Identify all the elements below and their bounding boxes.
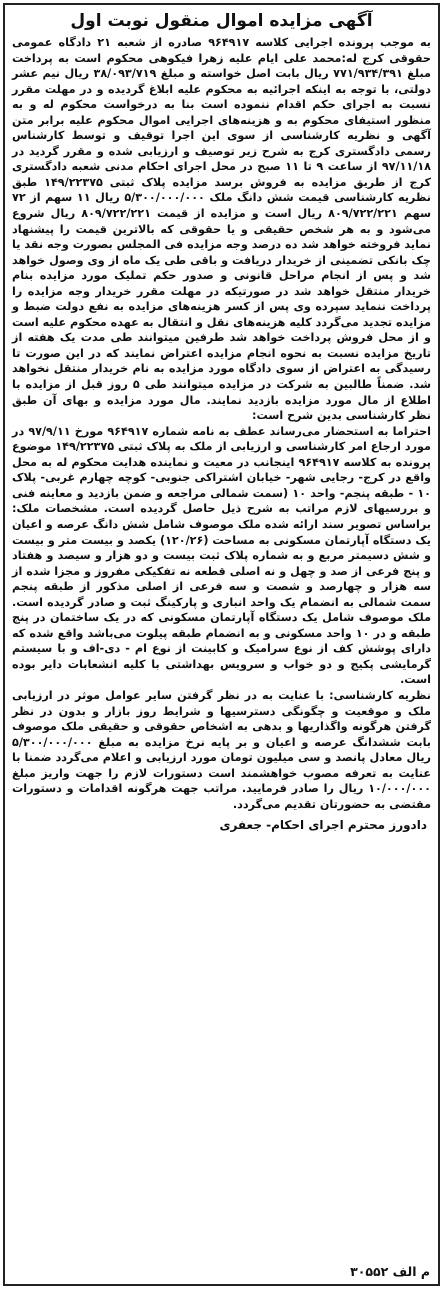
notice-paragraph: احتراما به استحضار می‌رساند عطف به نامه شماره ۹۶۴۹۱۷ مورخ ۹۷/۹/۱۱ در مورد ارجاع امر کارشناسی و ارزیابی از ملک به پلاک ثبتی ۱۴۹/۲۲۳۷۵ موضوع پرونده به کلاسه ۹۶۴۹۱۷ اینجانب در معیت و نماینده هدایت محکوم له به محل واقع در کرج- رجایی شهر- خیابان اشتراکی جنوبی- کوچه چهارم غربی- پلاک ۱۰ - طبقه پنجم- واحد ۱۰ (سمت شمالی مراجعه و ضمن بازدید و معاینه فنی و بررسیهای لازم مراتب به شرح ذیل حاصل گردیده است. مشخصات ملک: براساس تصویر سند ارائه شده ملک موصوف شامل شش دانگ عرصه و اعیان یک دستگاه آپارتمان مسکونی به مساحت (۱۲۰/۲۶) یکصد و بیست متر و بیست و شش دسیمتر مربع و به شماره پلاک ثبت بیست و دو هزار و سیصد و هفتاد و پنج فرعی از صد و چهل و نه اصلی قطعه نه تفکیکی مفروز و مجزا شده از سه هزار و چهارصد و شصت و سه فرعی از اصلی مذکور از طبقه پنجم سمت شمالی به انضمام یک واحد انباری و پارکینگ ثبت و صادر گردیده است. ملک موصوف شامل یک دستگاه آپارتمان مسکونی که در یک ساختمان در پنج طبقه و در ۱۰ واحد مسکونی و به انضمام طبقه پیلوت می‌باشد واقع شده که دارای پوشش کف از نوع سرامیک و کابینت از نوع ام - دی-اف و با سیستم گرمایشی پکیج و دو خواب و سرویس بهداشتی با کلیه انشعابات دایر بوده است. [12, 424, 432, 687]
notice-paragraph: نظریه کارشناسی: با عنایت به در نظر گرفتن سایر عوامل موثر در ارزیابی ملک و موقعیت و چگونگی دسترسیها و شرایط روز بازار و بدون در نظر گرفتن هرگونه واگذاریها و بدهی به اشخاص حقوقی و حقیقی ملک موصوف بابت ششدانگ عرصه و اعیان و بر پایه نرخ مزایده به مبلغ ۵/۳۰۰/۰۰۰/۰۰۰ ریال معادل پانصد و سی میلیون تومان مورد ارزیابی و اعلام می‌گردد ضمنا با عنایت به تعرفه مصوب خواهشمند است دستورات لازم را جهت واریز مبلغ ۱۰/۰۰۰/۰۰۰ ریال را صادر فرمایید. مراتب جهت هرگونه اقدامات و دستورات مقتضی به حضورتان تقدیم می‌گردد. [12, 688, 431, 811]
signature: دادورز محترم اجرای احکام- جعفری [219, 818, 427, 833]
notice-title: آگهی مزایده اموال منقول نوبت اول [70, 11, 373, 31]
auction-notice [3, 3, 440, 1286]
reference-number: م الف ۳۰۵۵۲ [350, 1264, 430, 1279]
notice-paragraph: به موجب پرونده اجرایی کلاسه ۹۶۴۹۱۷ صادره از شعبه ۲۱ دادگاه عمومی حقوقی کرج له:محمد علی ایام علیه زهرا فیکوهی محکوم است به پرداخت مبلغ ۷۷۱/۹۳۴/۳۹۱ ریال بابت اصل خواسته و مبلغ ۳۸/۰۹۳/۷۱۹ ریال نیم عشر دولتی، با توجه به اینکه اجرائیه به محکوم علیه ابلاغ گردیده و در مهلت مقرر نسبت به اجرای حکم اقدام ننموده است بنا به درخواست محکوم له و به منظور استیفای محکوم به و هزینه‌های اجرایی اموال محکوم علیه برابر متن آگهی و نظریه کارشناسی از سوی این اجرا توقیف و توسط کارشناس رسمی دادگستری کرج به شرح زیر توصیف و ارزیابی شده و مقرر گردید در ۹۷/۱۱/۱۸ از ساعت ۹ تا ۱۱ صبح در محل اجرای احکام مدنی شعبه دادگستری کرج از طریق مزایده به فروش برسد مزایده پلاک ثبتی ۱۴۹/۲۲۳۷۵ طبق نظریه کارشناسی قیمت شش دانگ ملک ۵/۳۰۰/۰۰۰/۰۰۰ ریال ۱۱ سهم از ۷۲ سهم ۸۰۹/۷۲۲/۲۲۱ ریال است و مزایده از قیمت ۸۰۹/۷۲۲/۲۲۱ ریال شروع می‌شود و به هر شخص حقیقی و یا حقوقی که بالاترین قیمت را پیشنهاد نماید فروخته خواهد شد ده درصد وجه مزایده فی المجلس بصورت وجه نقد یا چک بانکی تضمینی از خریدار دریافت و باقی طی یک ماه از وی وصول خواهد شد و پس از انجام مراحل قانونی و صدور حکم تملیک مورد مزایده بنام خریدار منتقل خواهد شد در صورتیکه در مهلت مقرر خریدار وجه مزایده را پرداخت ننماید سپرده وی پس از کسر هزینه‌های مزایده به نفع دولت ضبط و مزایده تجدید می‌گردد کلیه هزینه‌های نقل و انتقال به عهده محکوم علیه است و از محل فروش پرداخت خواهد شد طرفین میتوانند طی مدت یک هفته از تاریخ مزایده نسبت به نحوه انجام مزایده اعتراض نمایند که در این صورت تا رسیدگی به اعتراض از سوی دادگاه مورد مزایده به نام خریدار منتقل نخواهد شد. ضمناً طالبین به شرکت در مزایده میتوانند طی ۵ روز قبل از مزایده با اطلاع از مال مورد مزایده بازدید نمایند. مال مورد مزایده و بهای آن طبق نظر کارشناسی بدین شرح است: [12, 36, 432, 423]
notice-body [12, 35, 431, 812]
